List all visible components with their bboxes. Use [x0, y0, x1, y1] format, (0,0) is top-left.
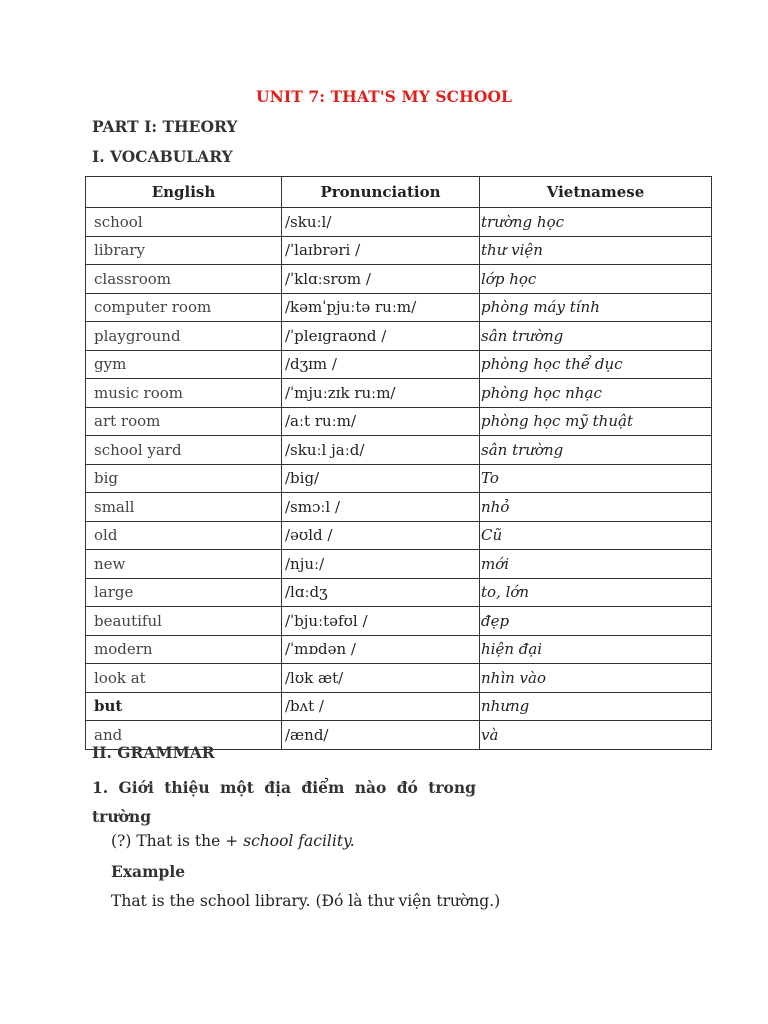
- vietnamese-cell: trường học: [480, 208, 712, 237]
- table-row: [86, 265, 712, 294]
- english-cell: school yard: [86, 436, 282, 465]
- pronunciation-cell: /big/: [282, 464, 480, 493]
- english-cell: old: [86, 521, 282, 550]
- vietnamese-cell: To: [480, 464, 712, 493]
- grammar-formula: [111, 832, 355, 850]
- vietnamese-cell: to, lớn: [480, 578, 712, 607]
- english-cell: new: [86, 550, 282, 579]
- column-header-pronunciation: Pronunciation: [282, 177, 480, 208]
- table-header-row: [86, 177, 712, 208]
- table-row: [86, 550, 712, 579]
- english-cell: look at: [86, 664, 282, 693]
- pronunciation-cell: /lʊk æt/: [282, 664, 480, 693]
- vietnamese-cell: nhìn vào: [480, 664, 712, 693]
- grammar-heading: II. GRAMMAR: [92, 743, 215, 762]
- table-row: [86, 350, 712, 379]
- vocabulary-heading: I. VOCABULARY: [92, 147, 233, 166]
- pronunciation-cell: /aːt ruːm/: [282, 407, 480, 436]
- vietnamese-cell: Cũ: [480, 521, 712, 550]
- vietnamese-cell: phòng máy tính: [480, 293, 712, 322]
- table-row: [86, 436, 712, 465]
- pronunciation-cell: /ˈpleɪɡraʊnd /: [282, 322, 480, 351]
- formula-prefix: (?) That is the +: [111, 832, 244, 850]
- table-row: [86, 379, 712, 408]
- english-cell: modern: [86, 635, 282, 664]
- english-cell: art room: [86, 407, 282, 436]
- english-cell: beautiful: [86, 607, 282, 636]
- pronunciation-cell: /skuːl/: [282, 208, 480, 237]
- vietnamese-cell: đẹp: [480, 607, 712, 636]
- english-cell: big: [86, 464, 282, 493]
- english-cell: gym: [86, 350, 282, 379]
- pronunciation-cell: /smɔːl /: [282, 493, 480, 522]
- table-row: [86, 464, 712, 493]
- english-cell: music room: [86, 379, 282, 408]
- vietnamese-cell: sân trường: [480, 436, 712, 465]
- column-header-english: English: [86, 177, 282, 208]
- english-cell: classroom: [86, 265, 282, 294]
- table-row: [86, 692, 712, 721]
- table-row: [86, 493, 712, 522]
- table-row: [86, 664, 712, 693]
- english-cell: small: [86, 493, 282, 522]
- formula-variable: school facility.: [243, 832, 355, 850]
- vietnamese-cell: nhưng: [480, 692, 712, 721]
- pronunciation-cell: /ˈklɑːsrʊm /: [282, 265, 480, 294]
- pronunciation-cell: /ˈlaɪbrəri /: [282, 236, 480, 265]
- english-cell: school: [86, 208, 282, 237]
- table-row: [86, 407, 712, 436]
- vietnamese-cell: phòng học nhạc: [480, 379, 712, 408]
- table-row: [86, 236, 712, 265]
- vietnamese-cell: hiện đại: [480, 635, 712, 664]
- vietnamese-cell: nhỏ: [480, 493, 712, 522]
- table-row: [86, 607, 712, 636]
- vietnamese-cell: sân trường: [480, 322, 712, 351]
- pronunciation-cell: /dʒɪm /: [282, 350, 480, 379]
- table-row: [86, 521, 712, 550]
- vietnamese-cell: lớp học: [480, 265, 712, 294]
- pronunciation-cell: /bʌt /: [282, 692, 480, 721]
- pronunciation-cell: /ˈmjuːzɪk ruːm/: [282, 379, 480, 408]
- vietnamese-cell: thư viện: [480, 236, 712, 265]
- pronunciation-cell: /lɑːdʒ: [282, 578, 480, 607]
- table-row: [86, 635, 712, 664]
- english-cell: large: [86, 578, 282, 607]
- pronunciation-cell: /ænd/: [282, 721, 480, 750]
- vocabulary-table: [85, 176, 712, 750]
- part-heading: PART I: THEORY: [92, 117, 238, 136]
- vietnamese-cell: phòng học thể dục: [480, 350, 712, 379]
- pronunciation-cell: /əʊld /: [282, 521, 480, 550]
- table-row: [86, 578, 712, 607]
- pronunciation-cell: /ˈbjuːtəfʊl /: [282, 607, 480, 636]
- english-cell: and: [86, 721, 282, 750]
- pronunciation-cell: /kəmˈpjuːtə ruːm/: [282, 293, 480, 322]
- grammar-point-line-1: 1. Giới thiệu một địa điểm nào đó trong: [92, 778, 476, 797]
- vietnamese-cell: và: [480, 721, 712, 750]
- pronunciation-cell: /njuː/: [282, 550, 480, 579]
- column-header-vietnamese: Vietnamese: [480, 177, 712, 208]
- grammar-point-title: [92, 773, 476, 831]
- example-label: Example: [111, 862, 186, 881]
- vietnamese-cell: phòng học mỹ thuật: [480, 407, 712, 436]
- english-cell: but: [86, 692, 282, 721]
- vietnamese-cell: mới: [480, 550, 712, 579]
- unit-title: UNIT 7: THAT'S MY SCHOOL: [255, 87, 513, 106]
- english-cell: computer room: [86, 293, 282, 322]
- pronunciation-cell: /skuːl jaːd/: [282, 436, 480, 465]
- english-cell: library: [86, 236, 282, 265]
- english-cell: playground: [86, 322, 282, 351]
- table-row: [86, 293, 712, 322]
- table-row: [86, 208, 712, 237]
- example-sentence: That is the school library. (Đó là thư viện trường.): [111, 892, 501, 910]
- pronunciation-cell: /ˈmɒdən /: [282, 635, 480, 664]
- grammar-point-line-2: trường: [92, 807, 152, 826]
- table-row: [86, 322, 712, 351]
